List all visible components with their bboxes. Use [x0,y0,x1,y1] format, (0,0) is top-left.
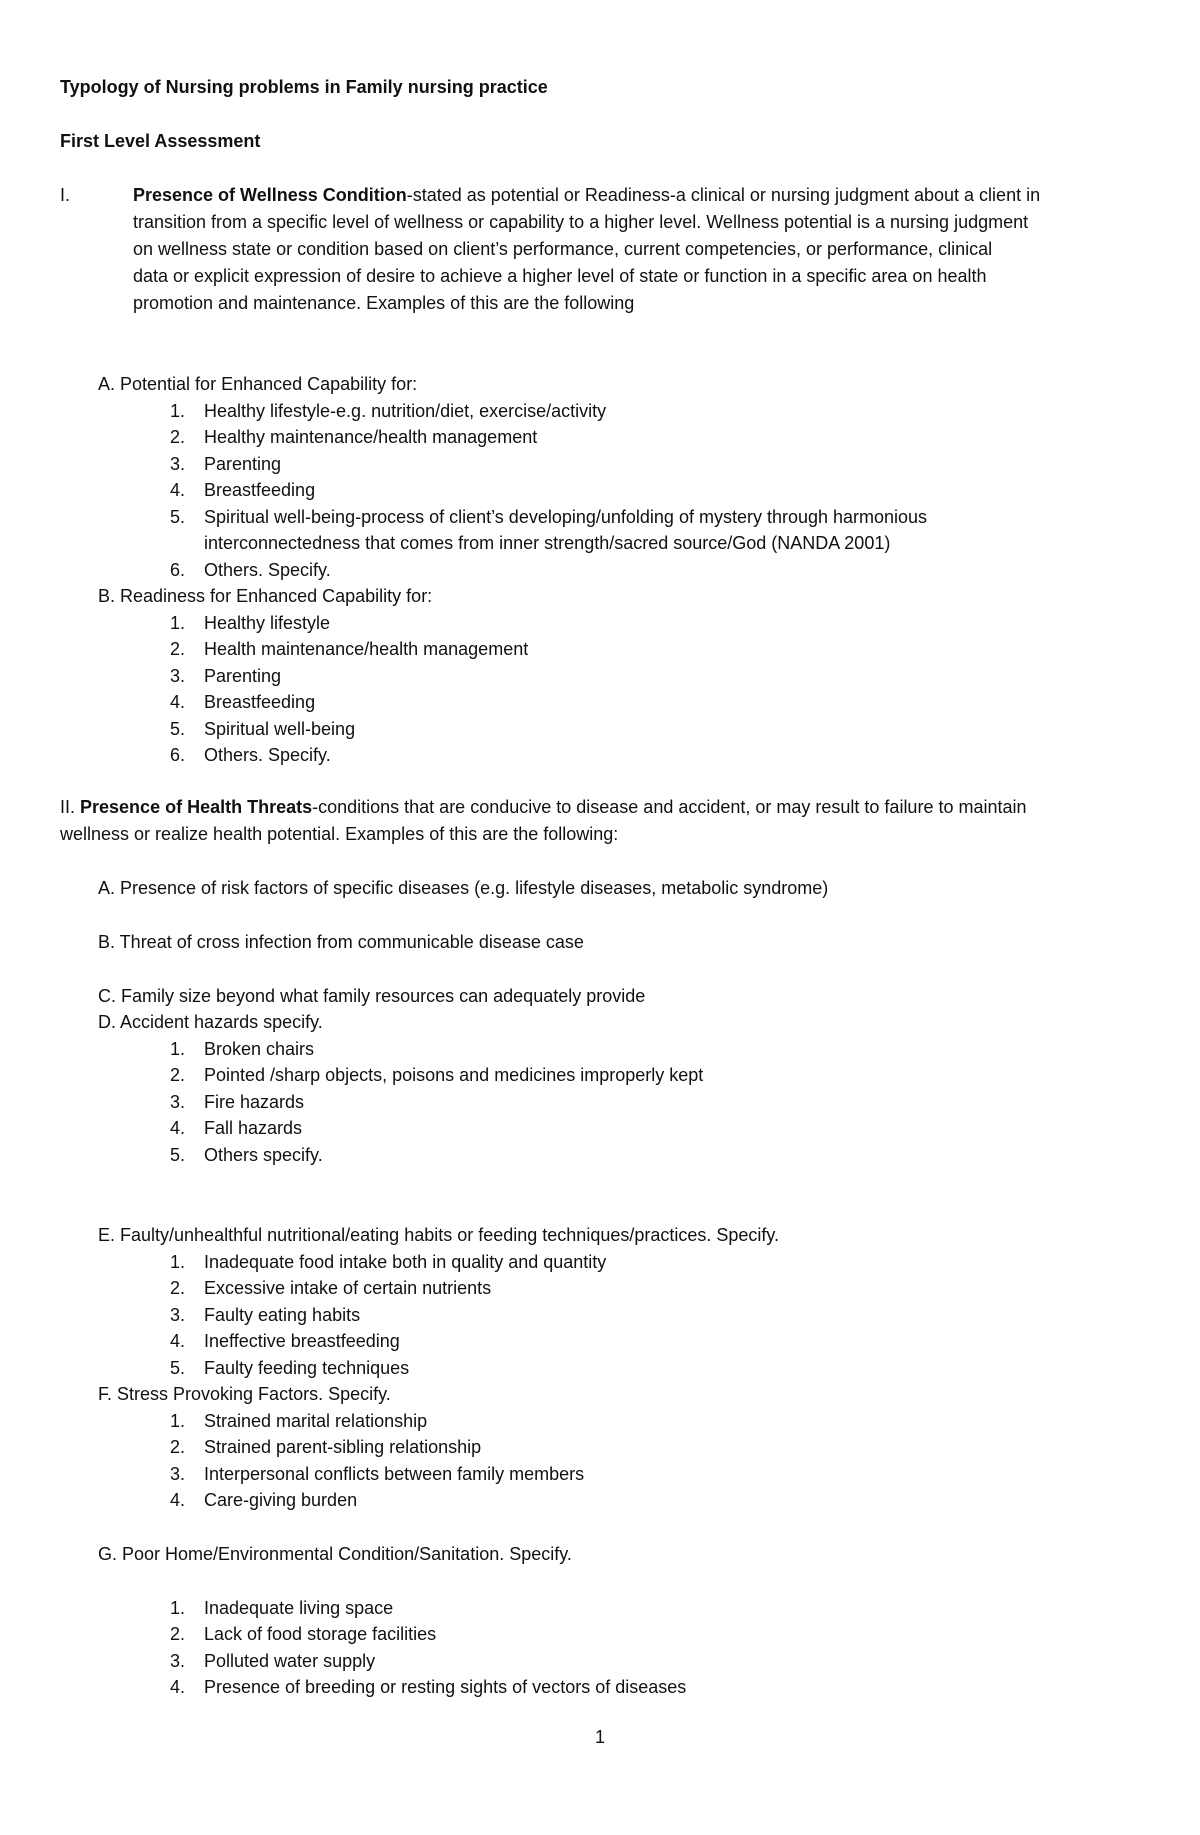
list-number: 3. [169,1464,185,1484]
page-number: 1 [594,1727,605,1747]
list-item: Interpersonal conflicts between family members [204,1464,585,1484]
list-item: Breastfeeding [204,692,316,712]
list-item: Presence of breeding or resting sights of vectors of diseases [204,1677,687,1697]
subsection-2f-label: F. Stress Provoking Factors. Specify. [98,1384,391,1404]
list-number: 4. [169,480,185,500]
section-1-text-line: promotion and maintenance. Examples of this are the following [133,293,635,313]
list-item: Healthy lifestyle-e.g. nutrition/diet, exercise/activity [204,401,607,421]
list-number: 4. [169,1677,185,1697]
list-number: 6. [169,560,185,580]
list-number: 3. [169,1092,185,1112]
subsection-2c: C. Family size beyond what family resources can adequately provide [98,986,646,1006]
list-number: 1. [169,1598,185,1618]
list-item: Health maintenance/health management [204,639,529,659]
list-item: Lack of food storage facilities [204,1624,437,1644]
list-item: Care-giving burden [204,1490,358,1510]
list-number: 4. [169,692,185,712]
list-number: 3. [169,1651,185,1671]
list-item: Others. Specify. [204,745,331,765]
list-number: 5. [169,719,185,739]
list-number: 5. [169,1145,185,1165]
subsection-2a: A. Presence of risk factors of specific diseases (e.g. lifestyle diseases, metabolic syndrome) [98,878,829,898]
list-item: Others specify. [204,1145,323,1165]
list-item: Healthy maintenance/health management [204,427,538,447]
section-2-text-line: wellness or realize health potential. Examples of this are the following: [60,824,619,844]
list-item-continuation: interconnectedness that comes from inner strength/sacred source/God (NANDA 2001) [204,533,891,553]
list-item: Spiritual well-being [204,719,356,739]
list-item: Strained marital relationship [204,1411,428,1431]
list-number: 2. [169,1065,185,1085]
list-item: Fall hazards [204,1118,303,1138]
list-item: Faulty feeding techniques [204,1358,410,1378]
list-number: 2. [169,1278,185,1298]
section-2-numeral: II. [60,797,81,817]
section-1-heading: Presence of Wellness Condition [133,185,407,205]
list-item: Healthy lifestyle [204,613,331,633]
list-number: 3. [169,1305,185,1325]
list-number: 1. [169,1252,185,1272]
section-2-heading: Presence of Health Threats [80,797,313,817]
list-number: 3. [169,666,185,686]
list-number: 1. [169,613,185,633]
list-item: Ineffective breastfeeding [204,1331,400,1351]
list-item: Spiritual well-being-process of client’s developing/unfolding of mystery through harmonious [204,507,928,527]
list-item: Pointed /sharp objects, poisons and medicines improperly kept [204,1065,704,1085]
list-item: Polluted water supply [204,1651,376,1671]
section-1-text-line: transition from a specific level of wellness or capability to a higher level. Wellness potential is a nursing judgment [133,212,1029,232]
subsection-2d-label: D. Accident hazards specify. [98,1012,323,1032]
list-number: 3. [169,454,185,474]
list-number: 4. [169,1490,185,1510]
list-number: 4. [169,1118,185,1138]
list-number: 2. [169,427,185,447]
subsection-1b-label: B. Readiness for Enhanced Capability for: [98,586,433,606]
list-number: 1. [169,1411,185,1431]
list-item: Inadequate food intake both in quality and quantity [204,1252,607,1272]
section-1-numeral: I. [60,185,71,205]
subsection-2g-label: G. Poor Home/Environmental Condition/Sanitation. Specify. [98,1544,572,1564]
list-item: Strained parent-sibling relationship [204,1437,482,1457]
list-number: 2. [169,1624,185,1644]
document-title: Typology of Nursing problems in Family nursing practice [60,77,548,97]
list-number: 4. [169,1331,185,1351]
section-1-first-line [133,184,1040,206]
list-item: Broken chairs [204,1039,315,1059]
section-subtitle: First Level Assessment [60,131,261,151]
section-2-text-line: -conditions that are conducive to disease and accident, or may result to failure to maintain [312,797,1027,817]
section-2-first-line [60,796,1027,818]
subsection-1a-label: A. Potential for Enhanced Capability for: [98,374,418,394]
subsection-2e-label: E. Faulty/unhealthful nutritional/eating habits or feeding techniques/practices. Specify. [98,1225,780,1245]
subsection-2b: B. Threat of cross infection from communicable disease case [98,932,584,952]
list-item: Parenting [204,666,282,686]
section-1-text-line: on wellness state or condition based on client’s performance, current competencies, or performance, clinical [133,239,993,259]
list-number: 2. [169,639,185,659]
section-1-text-line: data or explicit expression of desire to achieve a higher level of state or function in a specific area on health [133,266,987,286]
list-item: Inadequate living space [204,1598,394,1618]
list-item: Fire hazards [204,1092,305,1112]
list-item: Breastfeeding [204,480,316,500]
list-item: Excessive intake of certain nutrients [204,1278,492,1298]
list-item: Others. Specify. [204,560,331,580]
list-number: 1. [169,401,185,421]
list-number: 5. [169,1358,185,1378]
list-item: Parenting [204,454,282,474]
list-number: 6. [169,745,185,765]
list-number: 1. [169,1039,185,1059]
section-1-text-line: -stated as potential or Readiness-a clinical or nursing judgment about a client in [406,185,1041,205]
list-number: 5. [169,507,185,527]
list-number: 2. [169,1437,185,1457]
list-item: Faulty eating habits [204,1305,361,1325]
